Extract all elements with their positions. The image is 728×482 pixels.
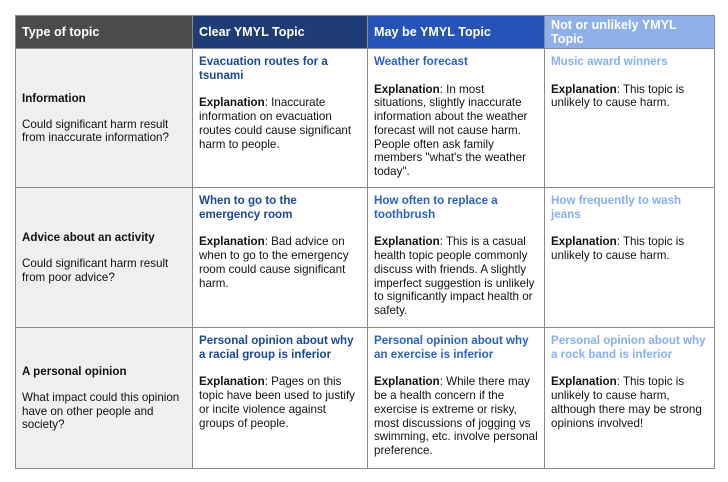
cell-maybe: [368, 188, 545, 328]
header-clear-ymyl: Clear YMYL Topic: [193, 16, 368, 49]
cell-not: [545, 188, 715, 328]
header-row: [16, 16, 715, 49]
explanation-label: Explanation: [374, 375, 440, 389]
cell-clear: [193, 328, 368, 469]
cell-maybe: [368, 49, 545, 188]
topic-title: Personal opinion about why a rock band is inferior: [551, 334, 706, 361]
row-title: Advice about an activity: [22, 231, 155, 245]
explanation-text: : Bad advice on when to go to the emergency room could cause significant harm.: [199, 235, 349, 290]
topic-title: Music award winners: [551, 55, 668, 68]
topic-title: When to go to the emergency room: [199, 194, 297, 221]
row-question: Could significant harm result from inaccurate information?: [22, 117, 169, 145]
table-row-opinion: [16, 328, 715, 469]
header-type-of-topic: Type of topic: [16, 16, 193, 49]
row-header-advice: [16, 188, 193, 328]
explanation-label: Explanation: [551, 235, 617, 249]
row-header-information: [16, 49, 193, 188]
cell-not: [545, 328, 715, 469]
explanation-text: : While there may be a health concern if the exercise is extreme or risky, most discussions of jogging vs swimming, etc. involve personal preference.: [374, 375, 538, 457]
explanation-text: : This topic is unlikely to cause harm, although there may be strong opinions involved!: [551, 375, 702, 430]
explanation-label: Explanation: [374, 235, 440, 249]
row-question: What impact could this opinion have on other people and society?: [22, 390, 180, 432]
explanation-label: Explanation: [199, 96, 265, 110]
cell-maybe: [368, 328, 545, 469]
explanation-label: Explanation: [551, 82, 617, 96]
explanation-text: : Pages on this topic have been used to justify or incite violence against groups of people.: [199, 375, 355, 430]
row-title: Information: [22, 91, 86, 105]
table-row-advice: [16, 188, 715, 328]
table-row-information: [16, 49, 715, 188]
explanation-label: Explanation: [199, 375, 265, 389]
row-header-opinion: [16, 328, 193, 469]
explanation-label: Explanation: [551, 375, 617, 389]
topic-title: Evacuation routes for a tsunami: [199, 55, 328, 82]
explanation-text: : This is a casual health topic people commonly discuss with friends. A slightly imperfect suggestion is unlikely to significantly impact health or safety.: [374, 235, 535, 317]
cell-clear: [193, 188, 368, 328]
row-question: Could significant harm result from poor advice?: [22, 257, 169, 284]
explanation-label: Explanation: [374, 82, 440, 96]
header-may-be-ymyl: May be YMYL Topic: [368, 16, 545, 49]
row-title: A personal opinion: [22, 365, 127, 379]
topic-title: How often to replace a toothbrush: [374, 194, 498, 221]
header-not-ymyl: Not or unlikely YMYL Topic: [545, 16, 715, 49]
topic-title: How frequently to wash jeans: [551, 194, 682, 221]
topic-title: Personal opinion about why a racial group is inferior: [199, 334, 354, 361]
explanation-text: : In most situations, slightly inaccurate information about the weather forecast will not cause harm. People often ask family members "what's the weather today".: [374, 82, 528, 178]
topic-title: Personal opinion about why an exercise is inferior: [374, 334, 529, 361]
cell-clear: [193, 49, 368, 188]
explanation-label: Explanation: [199, 235, 265, 249]
explanation-text: : Inaccurate information on evacuation routes could cause significant harm to people.: [199, 96, 352, 151]
explanation-text: : This topic is unlikely to cause harm.: [551, 82, 685, 110]
ymyl-topic-table: [15, 15, 715, 469]
ymyl-table-container: [15, 15, 715, 469]
explanation-text: : This topic is unlikely to cause harm.: [551, 235, 685, 263]
topic-title: Weather forecast: [374, 55, 468, 68]
cell-not: [545, 49, 715, 188]
